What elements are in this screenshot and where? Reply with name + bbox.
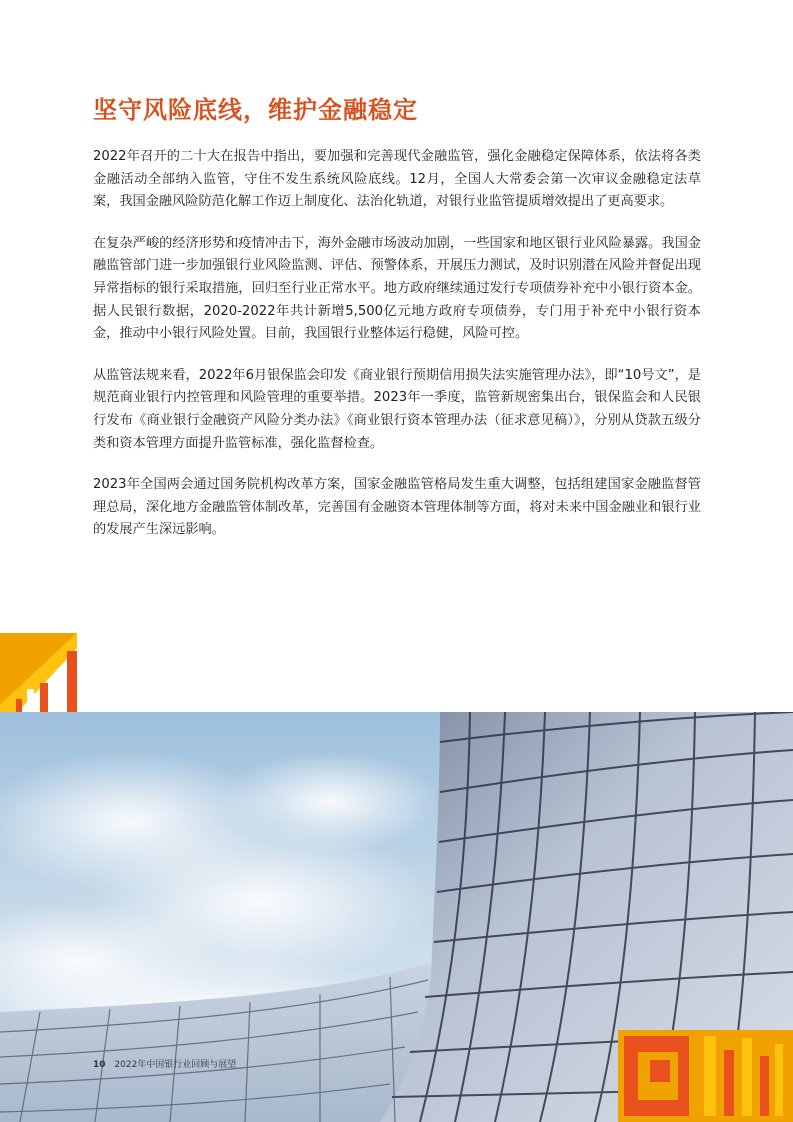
paragraph-2: 在复杂严峻的经济形势和疫情冲击下，海外金融市场波动加剧，一些国家和地区银行业风险暴露。我国金融监管部门进一步加强银行业风险监测、评估、预警体系，开展压力测试，及时识别潜在风险并督促出现异常指标的银行采取措施，回归至行业正常水平。地方政府继续通过发行专项债券补充中小银行资本金。据人民银行数据，2020-2022年共计新增5,500亿元地方政府专项债券，专门用于补充中小银行资本金，推动中小银行风险处置。目前，我国银行业整体运行稳健，风险可控。 (93, 235, 701, 342)
page-footer (93, 1057, 236, 1070)
page-number: 10 (93, 1060, 106, 1070)
decorative-blocks-bottom-icon (608, 1030, 793, 1122)
paragraph-1: 2022年召开的二十大在报告中指出，要加强和完善现代金融监管，强化金融稳定保障体系，依法将各类金融活动全部纳入监管，守住不发生系统风险底线。12月，全国人大常委会第一次审议金融稳定法草案，我国金融风险防范化解工作迈上制度化、法治化轨道，对银行业监管提质增效提出了更高要求。 (93, 149, 701, 210)
article-body (93, 146, 701, 561)
paragraph-3: 从监管法规来看，2022年6月银保监会印发《商业银行预期信用损失法实施管理办法》，即“10号文”，是规范商业银行内控管理和风险管理的重要举措。2023年一季度，监管新规密集出台，银保监会和人民银行发布《商业银行金融资产风险分类办法》《商业银行资本管理办法（征求意见稿）》，分别从贷款五级分类和资本管理方面提升监管标准，强化监督检查。 (93, 367, 701, 451)
paragraph-4: 2023年全国两会通过国务院机构改革方案，国家金融监管格局发生重大调整，包括组建国家金融监督管理总局，深化地方金融监管体制改革，完善国有金融资本管理体制等方面，将对未来中国金融业和银行业的发展产生深远影响。 (93, 477, 701, 538)
publication-title: 2022年中国银行业回顾与展望 (114, 1060, 237, 1070)
page-title: 坚守风险底线，维护金融稳定 (93, 96, 418, 124)
decorative-stripes-top-icon (0, 633, 80, 715)
